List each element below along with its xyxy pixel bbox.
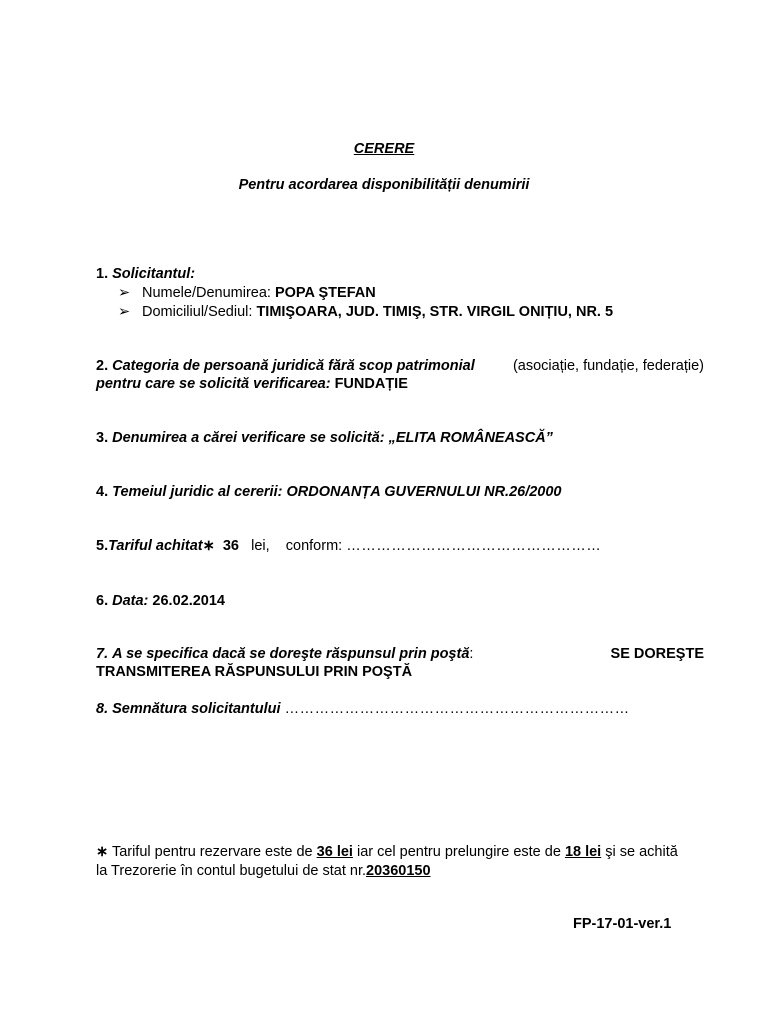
section-2-line-1 (96, 357, 704, 375)
signature-blank-line[interactable]: …………………………………………………………… (284, 701, 630, 717)
section-number: 4. (96, 484, 109, 500)
applicant-address-row (118, 303, 613, 321)
section-value: FUNDAȚIE (334, 376, 408, 392)
section-value: ORDONANȚA GUVERNULUI NR.26/2000 (286, 484, 562, 500)
section-6 (96, 592, 225, 610)
section-number: 8. (96, 701, 109, 717)
arrow-bullet-icon: ➢ (118, 304, 131, 320)
section-2-line-2 (96, 375, 408, 393)
section-3 (96, 429, 553, 447)
section-colon: : (469, 646, 474, 662)
section-number: 6. (96, 593, 109, 609)
section-label: A se specifica dacă se doreşte răspunsul prin poştă (112, 646, 470, 662)
date-value: 26.02.2014 (152, 593, 225, 609)
section-7-line-1 (96, 645, 704, 663)
section-number: 7. (96, 646, 109, 662)
section-label: Categoria de persoană juridică fără scop patrimonial (112, 358, 475, 374)
footnote-line-1 (96, 843, 678, 861)
footnote-text: Tariful pentru rezervare este de (111, 844, 313, 860)
section-8 (96, 700, 630, 718)
extension-fee: 18 lei (564, 844, 602, 860)
footnote-text: iar cel pentru prelungire este de (356, 844, 561, 860)
section-value: „ELITA ROMÂNEASCĂ” (388, 430, 553, 446)
field-label: Domiciliul/Sediul: (142, 304, 253, 320)
section-label: Data: (112, 593, 149, 609)
footnote-line-2 (96, 862, 431, 880)
fee-unit: lei, (251, 538, 270, 554)
asterisk-icon: ∗ (202, 538, 215, 554)
footnote-text: şi se achită (605, 844, 678, 860)
conform-blank-line[interactable]: …………………………………………… (346, 538, 602, 554)
reservation-fee: 36 lei (316, 844, 353, 860)
document-subtitle: Pentru acordarea disponibilității denumirii (238, 177, 530, 193)
category-note: (asociație, fundație, federație) (512, 358, 704, 374)
section-7-line-2: TRANSMITEREA RĂSPUNSULUI PRIN POŞTĂ (96, 664, 413, 680)
form-code: FP-17-01-ver.1 (573, 916, 672, 932)
section-label: Semnătura solicitantului (112, 701, 281, 717)
section-number: 5. (96, 538, 109, 554)
section-number: 1. (96, 266, 109, 282)
section-1-heading (96, 265, 195, 283)
fee-value: 36 (222, 538, 239, 554)
field-label: Numele/Denumirea: (142, 285, 271, 301)
section-number: 3. (96, 430, 109, 446)
asterisk-icon: ∗ (96, 844, 109, 860)
section-4 (96, 483, 561, 501)
section-label: Denumirea a cărei verificare se solicită: (112, 430, 385, 446)
footnote-text: la Trezorerie în contul bugetului de stat nr. (96, 863, 367, 879)
section-label: Temeiul juridic al cererii: (112, 484, 283, 500)
field-value: TIMIŞOARA, JUD. TIMIŞ, STR. VIRGIL ONIȚIU, NR. 5 (256, 304, 614, 320)
section-number: 2. (96, 358, 109, 374)
account-number: 20360150 (366, 863, 431, 879)
applicant-name-row (118, 284, 376, 302)
section-5 (96, 537, 601, 555)
arrow-bullet-icon: ➢ (118, 285, 131, 301)
field-value: POPA ŞTEFAN (274, 285, 376, 301)
document-title: CERERE (353, 141, 415, 157)
section-value: SE DOREŞTE (610, 646, 704, 662)
section-label: Solicitantul: (112, 266, 196, 282)
section-label-cont: pentru care se solicită verificarea: (96, 376, 331, 392)
conform-label: conform: (285, 538, 343, 554)
section-label: Tariful achitat (108, 538, 203, 554)
